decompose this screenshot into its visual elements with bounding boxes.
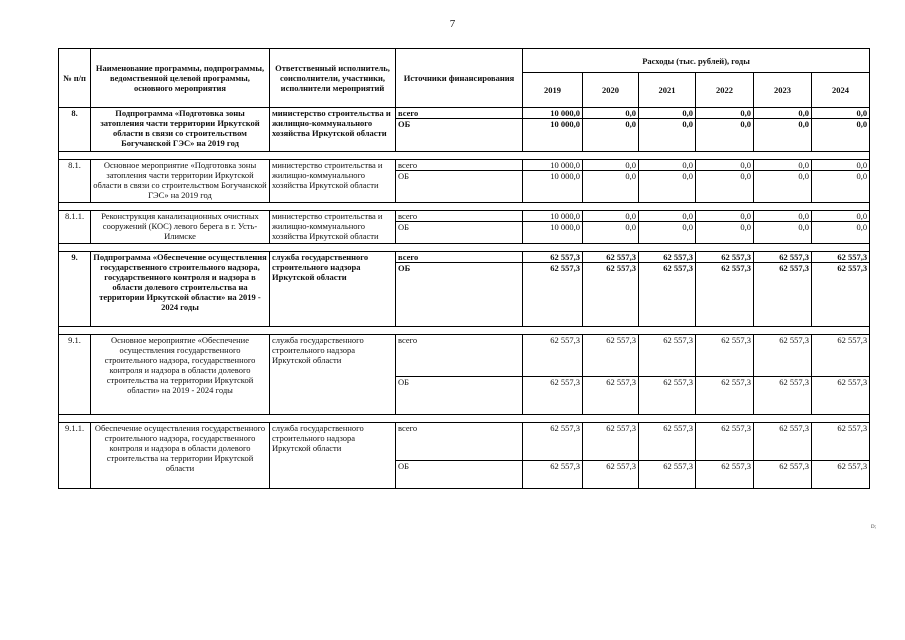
row-value: 0,0 xyxy=(583,211,639,222)
row-value: 62 557,3 xyxy=(583,377,639,415)
separator-cell xyxy=(59,203,870,211)
row-value: 10 000,0 xyxy=(523,222,583,244)
row-value: 62 557,3 xyxy=(696,461,754,489)
page-number: 7 xyxy=(449,18,456,30)
row-value: 62 557,3 xyxy=(696,423,754,461)
header-source: Источники финансирования xyxy=(396,49,523,108)
table-row xyxy=(59,160,870,171)
row-value: 62 557,3 xyxy=(639,263,696,327)
row-responsible: министерство строительства и жилищно-коммунального хозяйства Иркутской области xyxy=(270,211,396,244)
row-value: 0,0 xyxy=(754,108,812,119)
row-name: Основное мероприятие «Обеспечение осуществления государственного строительного надзора, государственного контроля и надзора в области долевого строительства на территории Иркутской области» на 2019 - 2024 годы xyxy=(91,335,270,415)
row-value: 62 557,3 xyxy=(754,423,812,461)
row-responsible: служба государственного строительного надзора Иркутской области xyxy=(270,335,396,415)
row-value: 62 557,3 xyxy=(754,263,812,327)
row-value: 62 557,3 xyxy=(639,377,696,415)
row-value: 0,0 xyxy=(583,160,639,171)
header-year: 2019 xyxy=(523,73,583,108)
row-value: 0,0 xyxy=(812,222,870,244)
row-responsible: министерство строительства и жилищно-коммунального хозяйства Иркутской области xyxy=(270,108,396,152)
row-value: 62 557,3 xyxy=(583,252,639,263)
row-value: 0,0 xyxy=(639,119,696,152)
row-value: 10 000,0 xyxy=(523,211,583,222)
separator-cell xyxy=(59,244,870,252)
row-separator xyxy=(59,415,870,423)
row-value: 62 557,3 xyxy=(583,263,639,327)
row-value: 62 557,3 xyxy=(639,335,696,377)
table-row xyxy=(59,108,870,119)
row-value: 0,0 xyxy=(754,211,812,222)
budget-table xyxy=(58,48,870,489)
row-source: всего xyxy=(396,160,523,171)
row-value: 62 557,3 xyxy=(812,423,870,461)
row-separator xyxy=(59,327,870,335)
header-year: 2023 xyxy=(754,73,812,108)
row-value: 0,0 xyxy=(639,222,696,244)
row-value: 62 557,3 xyxy=(754,377,812,415)
row-separator xyxy=(59,152,870,160)
row-value: 62 557,3 xyxy=(523,377,583,415)
row-value: 62 557,3 xyxy=(523,423,583,461)
row-value: 62 557,3 xyxy=(583,461,639,489)
row-value: 10 000,0 xyxy=(523,171,583,203)
separator-cell xyxy=(59,415,870,423)
row-number: 9.1. xyxy=(59,335,91,415)
row-name: Подпрограмма «Обеспечение осуществления государственного строительного надзора, государственного контроля и надзора в области долевого строительства на территории Иркутской области» на 2019 - 2024 годы xyxy=(91,252,270,327)
row-source: всего xyxy=(396,423,523,461)
row-source: всего xyxy=(396,211,523,222)
header-name: Наименование программы, подпрограммы, ведомственной целевой программы, основного мероприятия xyxy=(91,49,270,108)
row-name: Обеспечение осуществления государственного строительного надзора, государственного контроля и надзора в области долевого строительства на территории Иркутской области xyxy=(91,423,270,489)
row-source: ОБ xyxy=(396,377,523,415)
row-value: 62 557,3 xyxy=(523,461,583,489)
header-year: 2024 xyxy=(812,73,870,108)
row-number: 8. xyxy=(59,108,91,152)
row-value: 10 000,0 xyxy=(523,160,583,171)
row-value: 0,0 xyxy=(639,171,696,203)
row-name: Реконструкция канализационных очистных сооружений (КОС) левого берега в г. Усть-Илимске xyxy=(91,211,270,244)
row-source: всего xyxy=(396,108,523,119)
row-value: 62 557,3 xyxy=(696,263,754,327)
row-value: 62 557,3 xyxy=(523,252,583,263)
row-value: 10 000,0 xyxy=(523,119,583,152)
row-value: 0,0 xyxy=(812,160,870,171)
row-name: Подпрограмма «Подготовка зоны затопления части территории Иркутской области в связи со строительством Богучанской ГЭС» на 2019 год xyxy=(91,108,270,152)
table-row xyxy=(59,423,870,461)
row-value: 0,0 xyxy=(696,211,754,222)
row-value: 0,0 xyxy=(696,171,754,203)
row-value: 62 557,3 xyxy=(523,263,583,327)
row-source: ОБ xyxy=(396,222,523,244)
row-value: 0,0 xyxy=(639,108,696,119)
row-value: 10 000,0 xyxy=(523,108,583,119)
row-value: 62 557,3 xyxy=(812,263,870,327)
row-value: 0,0 xyxy=(754,119,812,152)
side-mark: D; xyxy=(871,525,876,530)
row-source: всего xyxy=(396,335,523,377)
row-value: 0,0 xyxy=(583,119,639,152)
row-value: 0,0 xyxy=(754,222,812,244)
row-value: 62 557,3 xyxy=(583,335,639,377)
row-separator xyxy=(59,203,870,211)
separator-cell xyxy=(59,327,870,335)
row-value: 0,0 xyxy=(754,160,812,171)
table-row xyxy=(59,335,870,377)
row-value: 0,0 xyxy=(812,108,870,119)
row-value: 62 557,3 xyxy=(812,252,870,263)
row-name: Основное мероприятие «Подготовка зоны затопления части территории Иркутской области в связи со строительством Богучанской ГЭС» на 2019 год xyxy=(91,160,270,203)
row-responsible: министерство строительства и жилищно-коммунального хозяйства Иркутской области xyxy=(270,160,396,203)
row-source: всего xyxy=(396,252,523,263)
row-value: 62 557,3 xyxy=(583,423,639,461)
row-value: 0,0 xyxy=(696,108,754,119)
row-value: 62 557,3 xyxy=(639,252,696,263)
row-value: 0,0 xyxy=(583,222,639,244)
row-value: 0,0 xyxy=(639,211,696,222)
row-value: 62 557,3 xyxy=(696,335,754,377)
row-value: 0,0 xyxy=(696,119,754,152)
row-source: ОБ xyxy=(396,119,523,152)
row-value: 0,0 xyxy=(812,119,870,152)
table-row xyxy=(59,211,870,222)
row-number: 9.1.1. xyxy=(59,423,91,489)
row-value: 0,0 xyxy=(696,222,754,244)
header-year: 2021 xyxy=(639,73,696,108)
row-source: ОБ xyxy=(396,263,523,327)
row-source: ОБ xyxy=(396,171,523,203)
row-responsible: служба государственного строительного надзора Иркутской области xyxy=(270,423,396,489)
row-value: 62 557,3 xyxy=(812,461,870,489)
header-responsible: Ответственный исполнитель, соисполнители, участники, исполнители мероприятий xyxy=(270,49,396,108)
row-number: 8.1.1. xyxy=(59,211,91,244)
row-value: 0,0 xyxy=(754,171,812,203)
row-value: 62 557,3 xyxy=(812,335,870,377)
row-value: 0,0 xyxy=(583,171,639,203)
row-value: 62 557,3 xyxy=(696,377,754,415)
header-num: № п/п xyxy=(59,49,91,108)
row-value: 62 557,3 xyxy=(754,252,812,263)
row-separator xyxy=(59,244,870,252)
row-value: 62 557,3 xyxy=(523,335,583,377)
row-number: 8.1. xyxy=(59,160,91,203)
row-value: 62 557,3 xyxy=(639,423,696,461)
row-value: 62 557,3 xyxy=(639,461,696,489)
row-value: 0,0 xyxy=(812,171,870,203)
header-year: 2022 xyxy=(696,73,754,108)
header-year: 2020 xyxy=(583,73,639,108)
row-value: 0,0 xyxy=(583,108,639,119)
row-source: ОБ xyxy=(396,461,523,489)
row-value: 62 557,3 xyxy=(754,461,812,489)
row-value: 0,0 xyxy=(639,160,696,171)
row-value: 62 557,3 xyxy=(754,335,812,377)
row-value: 62 557,3 xyxy=(812,377,870,415)
row-value: 0,0 xyxy=(696,160,754,171)
row-responsible: служба государственного строительного надзора Иркутской области xyxy=(270,252,396,327)
row-value: 62 557,3 xyxy=(696,252,754,263)
table-row xyxy=(59,252,870,263)
row-number: 9. xyxy=(59,252,91,327)
separator-cell xyxy=(59,152,870,160)
row-value: 0,0 xyxy=(812,211,870,222)
header-expenses: Расходы (тыс. рублей), годы xyxy=(523,49,870,73)
